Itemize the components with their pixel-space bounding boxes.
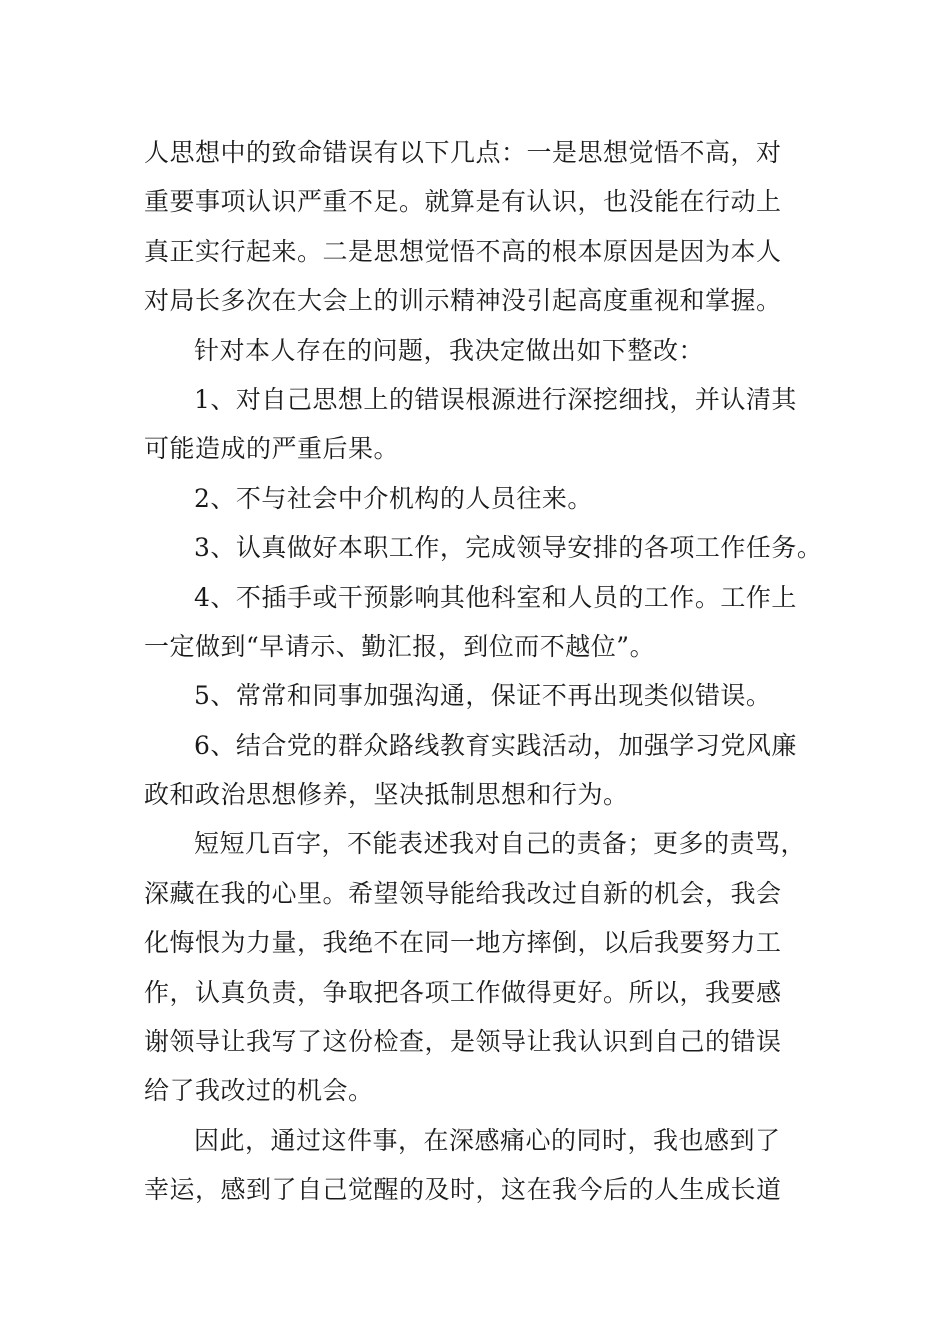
body-line: 人思想中的致命错误有以下几点：一是思想觉悟不高，对 [144,138,782,167]
body-line: 深藏在我的心里。希望领导能给我改过自新的机会，我会 [144,878,782,908]
body-line: 作，认真负责，争取把各项工作做得更好。所以，我要感 [144,977,782,1007]
body-line: 真正实行起来。二是思想觉悟不高的根本原因是因为本人 [144,236,782,266]
list-item-5-line: 5、常常和同事加强沟通，保证不再出现类似错误。 [194,681,772,711]
paragraph-first-line: 短短几百字，不能表述我对自己的责备；更多的责骂， [194,829,807,859]
body-line: 谢领导让我写了这份检查，是领导让我认识到自己的错误 [144,1027,782,1057]
body-line: 化悔恨为力量，我绝不在同一地方摔倒，以后我要努力工 [144,928,782,958]
body-line: 重要事项认识严重不足。就算是有认识，也没能在行动上 [144,187,782,217]
list-item-6-continuation: 政和政治思想修养，坚决抵制思想和行为。 [144,780,629,810]
document-body [144,128,823,1215]
list-item-4-continuation: 一定做到“早请示、勤汇报，到位而不越位”。 [144,631,656,661]
body-line: 给了我改过的机会。 [144,1076,374,1106]
list-item-2-line: 2、不与社会中介机构的人员往来。 [194,483,593,513]
list-item-1-line: 1、对自己思想上的错误根源进行深挖细找，并认清其 [194,384,797,414]
list-item-4-line: 4、不插手或干预影响其他科室和人员的工作。工作上 [194,582,797,612]
list-item-6-line: 6、结合党的群众路线教育实践活动，加强学习党风廉 [194,730,797,760]
paragraph-first-line: 针对本人存在的问题，我决定做出如下整改： [194,335,705,365]
paragraph-first-line: 因此，通过这件事，在深感痛心的同时，我也感到了 [194,1125,781,1155]
list-item-1-continuation: 可能造成的严重后果。 [144,434,400,464]
body-line: 幸运，感到了自己觉醒的及时，这在我今后的人生成长道 [144,1175,782,1205]
list-item-3-line: 3、认真做好本职工作，完成领导安排的各项工作任务。 [194,533,823,563]
body-line: 对局长多次在大会上的训示精神没引起高度重视和掌握。 [144,286,782,316]
